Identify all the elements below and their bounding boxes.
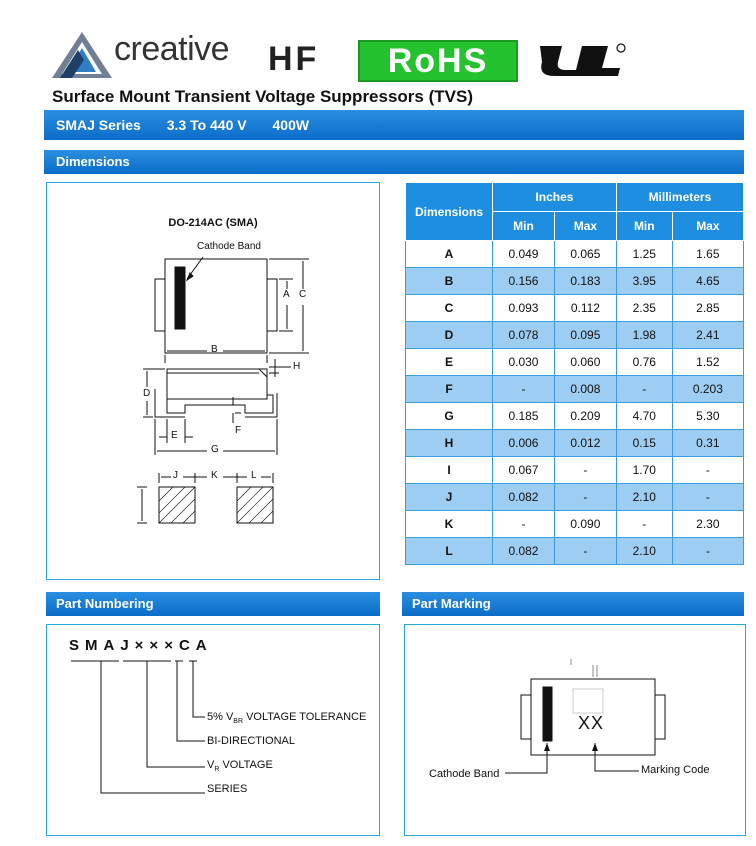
dimension-value-cell: 0.006 (493, 430, 555, 457)
dim-label-g: G (211, 444, 219, 455)
dimension-value-cell: 1.52 (672, 349, 743, 376)
package-title: DO-214AC (SMA) (168, 217, 258, 229)
col-inches: Inches (493, 183, 617, 212)
dim-label-j: J (173, 470, 178, 481)
col-in-min: Min (493, 212, 555, 241)
dimension-value-cell: 2.41 (672, 322, 743, 349)
dim-label-l: L (251, 470, 257, 481)
dimension-value-cell: 0.185 (493, 403, 555, 430)
dimension-label-cell: G (406, 403, 493, 430)
dimension-value-cell: 2.30 (672, 511, 743, 538)
dim-label-d: D (143, 388, 151, 399)
creative-logo-icon (50, 28, 114, 80)
part-marking-panel (404, 624, 746, 836)
col-millimeters: Millimeters (616, 183, 743, 212)
dimension-value-cell: 0.095 (554, 322, 616, 349)
marking-code-xx: XX (577, 713, 604, 733)
dimension-value-cell: - (554, 457, 616, 484)
dimension-value-cell: 0.15 (616, 430, 672, 457)
hf-mark: HF (268, 40, 320, 78)
dimension-value-cell: - (554, 538, 616, 565)
dim-label-h: H (293, 361, 301, 372)
dimension-value-cell: 5.30 (672, 403, 743, 430)
part-marking-heading: Part Marking (402, 592, 744, 616)
dimension-label-cell: I (406, 457, 493, 484)
dimension-label-cell: J (406, 484, 493, 511)
dimension-value-cell: 2.10 (616, 484, 672, 511)
dimension-value-cell: 0.183 (554, 268, 616, 295)
vr-voltage-label: $V_R$ VOLTAGE (207, 759, 273, 774)
series-name: SMAJ Series (56, 117, 141, 133)
series-bar (44, 110, 744, 140)
cathode-band-label: Cathode Band (197, 241, 261, 252)
dimension-label-cell: B (406, 268, 493, 295)
table-row (406, 241, 744, 268)
dimension-value-cell: 0.156 (493, 268, 555, 295)
voltage-range: 3.3 To 440 V (166, 117, 247, 133)
dim-label-k: K (211, 470, 218, 481)
rohs-badge: RoHS (358, 40, 518, 82)
dimension-label-cell: A (406, 241, 493, 268)
col-in-max: Max (554, 212, 616, 241)
table-row (406, 376, 744, 403)
dimension-label-cell: C (406, 295, 493, 322)
dimension-value-cell: 1.65 (672, 241, 743, 268)
marking-code-label: Marking Code (641, 764, 710, 776)
col-mm-max: Max (672, 212, 743, 241)
dimension-value-cell: 0.008 (554, 376, 616, 403)
dim-label-a: A (283, 289, 290, 300)
table-row (406, 484, 744, 511)
dimension-value-cell: - (493, 511, 555, 538)
dimension-value-cell: - (554, 484, 616, 511)
dimension-value-cell: - (672, 538, 743, 565)
dim-label-e: E (171, 430, 178, 441)
dimension-value-cell: 4.65 (672, 268, 743, 295)
dimension-value-cell: - (616, 376, 672, 403)
dimensions-table (405, 182, 744, 565)
ul-mark-icon (536, 40, 628, 80)
dimension-value-cell: 0.112 (554, 295, 616, 322)
dimension-value-cell: 0.209 (554, 403, 616, 430)
part-numbering-heading: Part Numbering (46, 592, 380, 616)
dimension-value-cell: 0.090 (554, 511, 616, 538)
table-row (406, 511, 744, 538)
dimension-value-cell: 3.95 (616, 268, 672, 295)
dimension-value-cell: 1.25 (616, 241, 672, 268)
dimension-label-cell: K (406, 511, 493, 538)
dimension-value-cell: 0.067 (493, 457, 555, 484)
dimension-value-cell: 0.082 (493, 538, 555, 565)
dimensions-drawing-panel (46, 182, 380, 580)
dimension-value-cell: 0.060 (554, 349, 616, 376)
dimension-value-cell: 2.35 (616, 295, 672, 322)
table-row (406, 349, 744, 376)
marking-cathode-band-label: Cathode Band (429, 768, 500, 780)
dimension-label-cell: F (406, 376, 493, 403)
dimension-label-cell: L (406, 538, 493, 565)
dimension-value-cell: 1.98 (616, 322, 672, 349)
dim-label-f: F (235, 425, 242, 436)
table-row (406, 403, 744, 430)
table-row (406, 268, 744, 295)
dimension-value-cell: 0.049 (493, 241, 555, 268)
brand-name: creative (114, 30, 230, 68)
package-drawing (47, 183, 379, 579)
dimension-label-cell: H (406, 430, 493, 457)
table-row (406, 538, 744, 565)
dimension-value-cell: 0.030 (493, 349, 555, 376)
dimension-value-cell: 0.76 (616, 349, 672, 376)
dim-label-b: B (211, 344, 218, 355)
table-row (406, 430, 744, 457)
dimension-value-cell: 0.065 (554, 241, 616, 268)
dimension-value-cell: 0.082 (493, 484, 555, 511)
table-row (406, 295, 744, 322)
dim-label-c: C (299, 289, 307, 300)
dimensions-heading: Dimensions (44, 150, 744, 174)
part-numbering-panel (46, 624, 380, 836)
col-dimensions: Dimensions (406, 183, 493, 241)
dimension-value-cell: 1.70 (616, 457, 672, 484)
dimension-value-cell: 2.85 (672, 295, 743, 322)
page-title: Surface Mount Transient Voltage Suppressors (TVS) (52, 87, 473, 106)
bidirectional-label: BI-DIRECTIONAL (207, 735, 296, 747)
dimension-value-cell: 4.70 (616, 403, 672, 430)
power-rating: 400W (272, 117, 310, 133)
dimension-value-cell: - (672, 457, 743, 484)
dimension-value-cell: 2.10 (616, 538, 672, 565)
dimension-value-cell: 0.203 (672, 376, 743, 403)
col-mm-min: Min (616, 212, 672, 241)
dimension-value-cell: - (616, 511, 672, 538)
part-numbering-leaders (47, 625, 379, 835)
tolerance-label: 5% $V_{BR}$ VOLTAGE TOLERANCE (207, 711, 367, 726)
dimension-value-cell: 0.31 (672, 430, 743, 457)
dimension-label-cell: D (406, 322, 493, 349)
series-label: SERIES (207, 783, 248, 795)
part-number-code: SMAJ×××CA (69, 637, 213, 654)
table-row (406, 457, 744, 484)
dimension-value-cell: - (493, 376, 555, 403)
dimension-value-cell: 0.093 (493, 295, 555, 322)
dimension-value-cell: - (672, 484, 743, 511)
dimension-value-cell: 0.078 (493, 322, 555, 349)
table-row (406, 322, 744, 349)
dimension-value-cell: 0.012 (554, 430, 616, 457)
dimension-label-cell: E (406, 349, 493, 376)
